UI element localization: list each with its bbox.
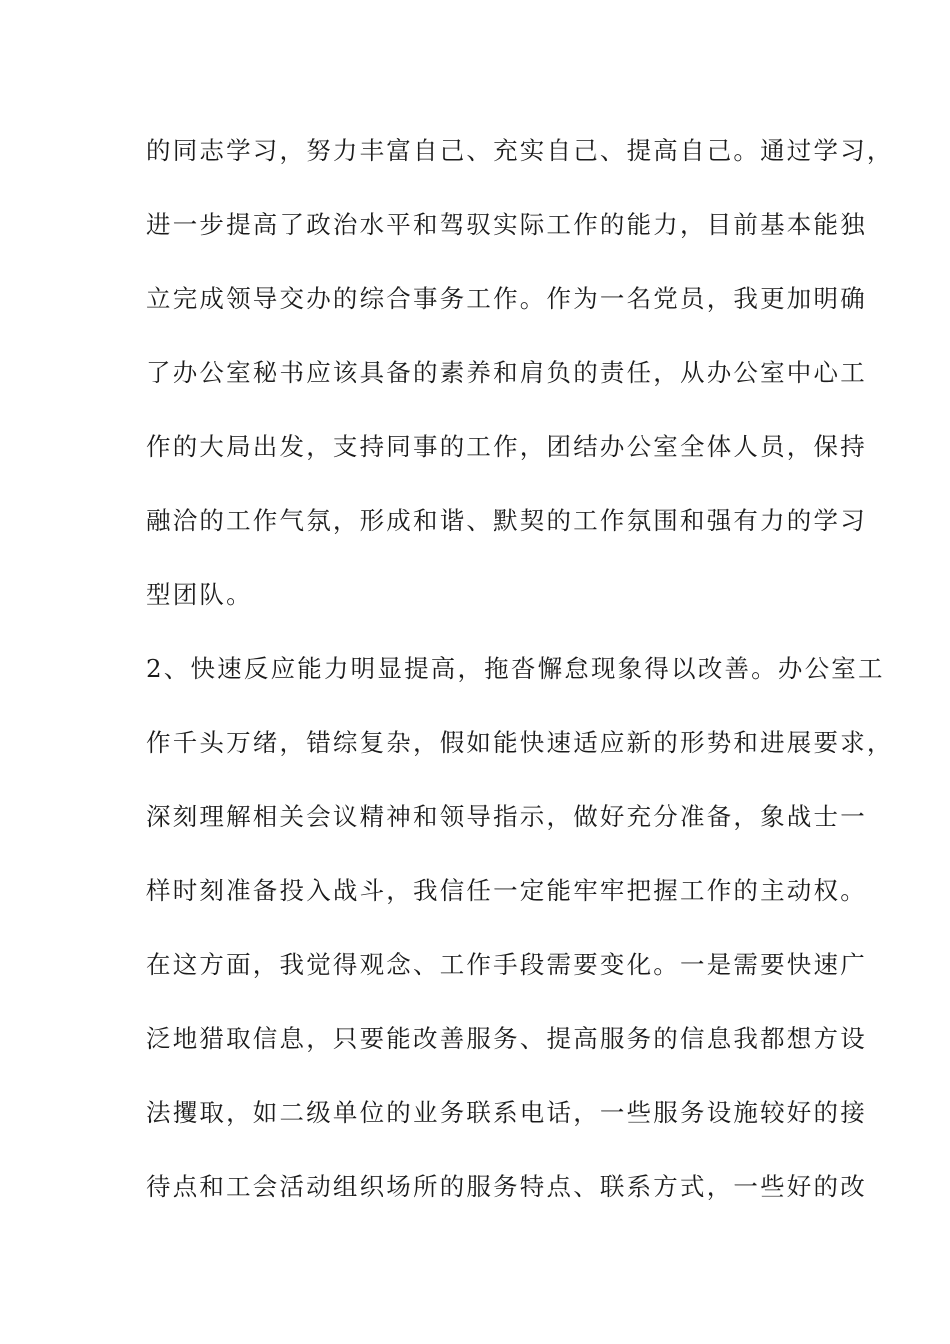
text-line: 样时刻准备投入战斗，我信任一定能牢牢把握工作的主动权。 — [146, 876, 867, 905]
text-line: 型团队。 — [146, 580, 253, 609]
text-line: 立完成领导交办的综合事务工作。作为一名党员，我更加明确 — [146, 284, 867, 313]
text-line: 融洽的工作气氛，形成和谐、默契的工作氛围和强有力的学习 — [146, 506, 867, 535]
text-line: 2、快速反应能力明显提高，拖沓懈怠现象得以改善。办公室工 — [146, 654, 885, 683]
text-line: 在这方面，我觉得观念、工作手段需要变化。一是需要快速广 — [146, 950, 867, 979]
text-line: 深刻理解相关会议精神和领导指示，做好充分准备，象战士一 — [146, 802, 867, 831]
text-line: 泛地猎取信息，只要能改善服务、提高服务的信息我都想方设 — [146, 1024, 867, 1053]
text-line: 的同志学习，努力丰富自己、充实自己、提高自己。通过学习， — [146, 136, 894, 165]
text-line: 作千头万绪，错综复杂，假如能快速适应新的形势和进展要求， — [146, 728, 894, 757]
text-line: 了办公室秘书应该具备的素养和肩负的责任，从办公室中心工 — [146, 358, 867, 387]
text-line: 待点和工会活动组织场所的服务特点、联系方式，一些好的改 — [146, 1172, 867, 1201]
text-line: 进一步提高了政治水平和驾驭实际工作的能力，目前基本能独 — [146, 210, 867, 239]
text-line: 作的大局出发，支持同事的工作，团结办公室全体人员，保持 — [146, 432, 867, 461]
text-line: 法攫取，如二级单位的业务联系电话，一些服务设施较好的接 — [146, 1098, 867, 1127]
